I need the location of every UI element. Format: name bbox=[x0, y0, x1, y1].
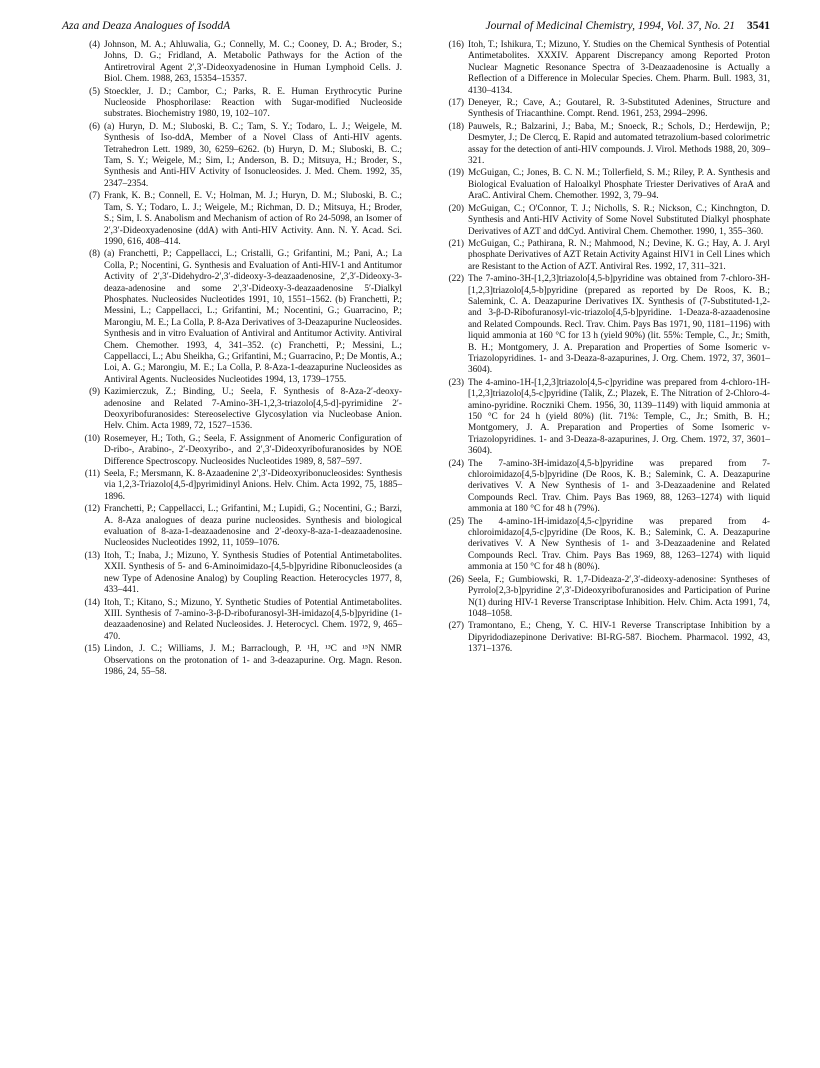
reference-item bbox=[430, 459, 770, 516]
reference-item bbox=[430, 274, 770, 377]
reference-text: Itoh, T.; Kitano, S.; Mizuno, Y. Synthetic Studies of Potential Antimetabolites. XIII. Synthesis of 7-amino-3-β-D-ribofuranosyl-3H-imidazo[4,5-b]pyridine (1-deazaadenosine) and Related Nucleosides. J. Heterocycl. Chem. 1972, 9, 465–470. bbox=[104, 597, 402, 642]
reference-text: (a) Franchetti, P.; Cappellacci, L.; Cristalli, G.; Grifantini, M.; Pani, A.; La Colla, P.; Nocentini, G. Synthesis and Evaluation of Anti-HIV-1 and Antitumor Activity of 2′,3′-Didehydro-2′,3′-dideoxy-3-deazaadenosine, 2′,3′-Dideoxy-3-deaza-adenosine and some 2′,3′-Dideoxy-3-deazaadenosine 5′-Dialkyl Phosphates. Nucleosides Nucleotides 1991, 10, 1551–1562. (b) Franchetti, P.; Messini, L.; Cappellacci, L.; Grifantini, M.; Nocentini, G.; Guarracino, P.; Marongiu, M. E.; La Colla, P. 8-Aza Derivatives of 3-Deazapurine Nucleosides. Synthesis and in vitro Evaluation of Antiviral and Antitumor Activity. Antiviral Chem. Chemother. 1993, 4, 341–352. (c) Franchetti, P.; Messini, L.; Cappellacci, L.; Abu Sheikha, G.; Grifantini, M.; Guarracino, P.; De Montis, A.; Loi, A. G.; Marongiu, M. E.; La Colla, P. 8-Aza-1-deazapurine Nucleosides as Antiviral Agents. Nucleosides Nucleotides 1994, 13, 1739–1755. bbox=[104, 249, 402, 385]
reference-number: (21) bbox=[448, 238, 464, 249]
references-left-column bbox=[66, 40, 402, 679]
reference-text: Rosemeyer, H.; Toth, G.; Seela, F. Assignment of Anomeric Configuration of D-ribo-, Arabino-, 2′-Deoxyribo-, and 2′,3′-Dideoxyribofuranosides by NOE Difference Spectroscopy. Nucleosides Nucleotides 1989, 8, 587–597. bbox=[104, 433, 402, 467]
reference-number: (7) bbox=[89, 191, 100, 202]
reference-number: (8) bbox=[89, 249, 100, 260]
reference-item bbox=[430, 621, 770, 655]
reference-item bbox=[430, 517, 770, 574]
reference-number: (15) bbox=[84, 644, 100, 655]
reference-number: (24) bbox=[448, 458, 464, 469]
reference-text: Lindon, J. C.; Williams, J. M.; Barraclough, P. ¹H, ¹³C and ¹⁵N NMR Observations on the protonation of 1- and 3-deazapurine. Org. Magn. Reson. 1986, 24, 55–58. bbox=[104, 644, 402, 677]
reference-number: (10) bbox=[84, 433, 100, 444]
reference-text: (a) Huryn, D. M.; Sluboski, B. C.; Tam, S. Y.; Todaro, L. J.; Weigele, M. Synthesis of Iso-ddA, Member of a Novel Class of Anti-HIV agents. Tetrahedron Lett. 1989, 30, 6259–6262. (b) Huryn, D. M.; Sluboski, B. C.; Tam, S. Y.; Weigele, M.; Sim, I.; Anderson, B. D.; Mitsuya, H.; Broder, S., Synthesis and Anti-HIV Activity of Isonucleosides. J. Med. Chem. 1992, 35, 2347–2354. bbox=[104, 121, 402, 189]
running-header bbox=[62, 20, 770, 38]
reference-number: (25) bbox=[448, 516, 464, 527]
reference-number: (19) bbox=[448, 168, 464, 179]
reference-text: Pauwels, R.; Balzarini, J.; Baba, M.; Snoeck, R.; Schols, D.; Herdewijn, P.; Desmyter, J.; De Clercq, E. Rapid and automated tetrazolium-based colorimetric assay for the detection of anti-HIV compounds. J. Virol. Methods 1988, 20, 309–321. bbox=[468, 121, 770, 167]
reference-item bbox=[430, 168, 770, 202]
reference-item bbox=[66, 504, 402, 550]
reference-item bbox=[430, 204, 770, 238]
reference-item bbox=[66, 40, 402, 86]
page-number: 3541 bbox=[747, 20, 770, 32]
reference-item bbox=[66, 469, 402, 503]
reference-item bbox=[430, 122, 770, 168]
reference-number: (22) bbox=[448, 274, 464, 285]
reference-number: (6) bbox=[89, 121, 100, 132]
references-right-column bbox=[430, 40, 770, 657]
reference-number: (9) bbox=[89, 387, 100, 398]
reference-item bbox=[430, 98, 770, 121]
reference-item bbox=[66, 551, 402, 597]
reference-item bbox=[66, 387, 402, 433]
reference-text: Franchetti, P.; Cappellacci, L.; Grifantini, M.; Lupidi, G.; Nocentini, G.; Barzi, A. 8-Aza analogues of deaza purine nucleosides. Synthesis and biological evaluation of 8-aza-1-deazaadenosine and 2′-deoxy-8-aza-1-deazaadenosine. Nucleosides Nucleotides 1992, 11, 1059–1076. bbox=[104, 504, 402, 549]
reference-text: The 4-amino-1H-[1,2,3]triazolo[4,5-c]pyridine was prepared from 4-chloro-1H-[1,2,3]triazolo[4,5-c]pyridine (Talik, Z.; Plazek, E. The Nitration of 2-Chloro-4-amino-pyridine. Roczniki Chem. 1956, 30, 1139–1149) with liquid ammonia at 150 °C for 24 h (yield 80%) (lit. 71%: Temple, C., Jr.; Smith, B. H.; Montgomery, J. A. Preparation and Properties of Some Isomeric v-Triazolopyridines. 1- and 3-Deaza-8-azapurines, J. Org. Chem. 1972, 37, 3601–3604). bbox=[468, 377, 770, 457]
reference-item bbox=[66, 598, 402, 644]
reference-number: (26) bbox=[448, 574, 464, 585]
reference-item bbox=[66, 87, 402, 121]
reference-item bbox=[430, 575, 770, 621]
reference-number: (20) bbox=[448, 203, 464, 214]
reference-text: Tramontano, E.; Cheng, Y. C. HIV-1 Reverse Transcriptase Inhibition by a Dipyridodiazepinone Derivative: BI-RG-587. Biochem. Pharmacol. 1992, 43, 1371–1376. bbox=[468, 621, 770, 655]
reference-number: (12) bbox=[84, 504, 100, 515]
reference-item bbox=[430, 239, 770, 273]
reference-number: (5) bbox=[89, 86, 100, 97]
reference-number: (16) bbox=[448, 40, 464, 50]
reference-text: Kazimierczuk, Z.; Binding, U.; Seela, F. Synthesis of 8-Aza-2′-deoxy-adenosine and Related 7-Amino-3H-1,2,3-triazolo[4,5-d]-pyrimidine 2′-Deoxyribofuranosides: Stereoselective Glycosylation via Nucleobase Anion. Helv. Chim. Acta 1989, 72, 1527–1536. bbox=[104, 387, 402, 432]
reference-text: Itoh, T.; Inaba, J.; Mizuno, Y. Synthesis Studies of Potential Antimetabolites. XXII. Synthesis of 5- and 6-Aminoimidazo-[4,5-b]pyridine Ribonucleosides (a new Type of Adenosine Analog) by Coupling Reaction. Heterocycles 1977, 8, 433–441. bbox=[104, 550, 402, 596]
reference-item bbox=[66, 191, 402, 248]
journal-name: Journal of Medicinal Chemistry, 1994, Vol. 37, No. 21 bbox=[485, 20, 735, 32]
journal-citation-header bbox=[486, 20, 770, 32]
reference-text: The 7-amino-3H-imidazo[4,5-b]pyridine was prepared from 7-chloroimidazo[4,5-b]pyridine (De Roos, K. B.; Salemink, C. A. Deazapurine derivatives V. A New Synthesis of 1- and 3-Deazaadenine and Related Compounds Recl. Trav. Chim. Pays Bas 1969, 88, 1263–1274) with liquid ammonia at 180 °C for 48 h (79%). bbox=[468, 458, 770, 515]
reference-text: Johnson, M. A.; Ahluwalia, G.; Connelly, M. C.; Cooney, D. A.; Broder, S.; Johns, D. G.; Fridland, A. Metabolic Pathways for the Action of the Antiretroviral Agent 2′,3′-Dideoxyadenosine in Human Lymphoid Cells. J. Biol. Chem. 1988, 263, 15354–15357. bbox=[104, 40, 402, 85]
reference-number: (4) bbox=[89, 40, 100, 50]
reference-number: (27) bbox=[448, 621, 464, 632]
reference-text: Deneyer, R.; Cave, A.; Goutarel, R. 3-Substituted Adenines, Structure and Synthesis of Triacanthine. Compt. Rend. 1961, 253, 2994–2996. bbox=[468, 98, 770, 120]
reference-item bbox=[66, 644, 402, 678]
reference-text: McGuigan, C.; Pathirana, R. N.; Mahmood, N.; Devine, K. G.; Hay, A. J. Aryl phosphate Derivatives of AZT Retain Activity Against HIV1 in Cell Lines which are Resistant to the Action of AZT. Antiviral Res. 1992, 17, 311–321. bbox=[468, 238, 770, 272]
reference-number: (17) bbox=[448, 98, 464, 109]
reference-item bbox=[66, 122, 402, 190]
reference-text: Seela, F.; Gumbiowski, R. 1,7-Dideaza-2′,3′-dideoxy-adenosine: Syntheses of Pyrrolo[2,3-b]pyridine 2′,3′-Dideoxyribofuranosides and Participation of Purine N(1) during HIV-1 Reverse Transcriptase Inhibition. Helv. Chim. Acta 1991, 74, 1048–1058. bbox=[468, 574, 770, 619]
reference-text: McGuigan, C.; O'Connor, T. J.; Nicholls, S. R.; Nickson, C.; Kinchngton, D. Synthesis and Anti-HIV Activity of Some Novel Substituted Dialkyl phosphate Derivatives of AZT and ddCyd. Antiviral Chem. Chemother. 1990, 1, 355–360. bbox=[468, 203, 770, 237]
reference-text: McGuigan, C.; Jones, B. C. N. M.; Tollerfield, S. M.; Riley, P. A. Synthesis and Biological Evaluation of Haloalkyl Phosphate Triester Derivatives of AraA and AraC. Antiviral Chem. Chemother. 1992, 3, 79–94. bbox=[468, 168, 770, 202]
reference-item bbox=[430, 40, 770, 97]
reference-text: Itoh, T.; Ishikura, T.; Mizuno, Y. Studies on the Chemical Synthesis of Potential Antimetabolites. XXXIV. Apparent Discrepancy among Reported Proton Nuclear Magnetic Resonance Spectra of 3-Deazaadenosine is Actually a Reflection of a Difference in Molecular Species. Chem. Pharm. Bull. 1983, 31, 4130–4134. bbox=[468, 40, 770, 96]
reference-item bbox=[66, 434, 402, 468]
reference-text: Seela, F.; Mersmann, K. 8-Azaadenine 2′,3′-Dideoxyribonucleosides: Synthesis via 1,2,3-Triazolo[4,5-d]pyrimidinyl Anions. Helv. Chim. Acta 1992, 75, 1885–1896. bbox=[104, 469, 402, 502]
reference-text: The 7-amino-3H-[1,2,3]triazolo[4,5-b]pyridine was obtained from 7-chloro-3H-[1,2,3]triazolo[4,5-b]pyridine (prepared as reported by De Roos, K. B.; Salemink, C. A. Deazapurine Derivatives IX. Synthesis of (7-Substituted-1,2- and 3-β-D-Ribofuranosyl-vic-triazolo[4,5-b]pyridine. 1-Deaza-8-azaadenosine and Related Compounds. Recl. Trav. Chim. Pays Bas 1971, 90, 1181–1196) with liquid ammonia at 160 °C for 13 h (yield 90%) (lit. 55%: Temple, C., Jr.; Smith, B. H.; Montgomery, J. A. Preparation and Properties of Some Isomeric v-Triazolopyridines. 1- and 3-Deaza-8-azapurines, J. Org. Chem. 1972, 37, 3601–3604). bbox=[468, 274, 770, 376]
running-title: Aza and Deaza Analogues of IsoddA bbox=[62, 20, 231, 32]
reference-text: Frank, K. B.; Connell, E. V.; Holman, M. J.; Huryn, D. M.; Sluboski, B. C.; Tam, S. Y.; Todaro, L. J.; Weigele, M.; Richman, D. D.; Mitsuya, H.; Broder, S.; Sim, I. S. Anabolism and Mechanism of action of Ro 24-5098, an Isomer of 2′,3′-Dideoxyadenosine (ddA) with Anti-HIV Activity. Ann. N. Y. Acad. Sci. 1990, 616, 408–414. bbox=[104, 191, 402, 247]
reference-number: (14) bbox=[84, 597, 100, 608]
reference-number: (23) bbox=[448, 377, 464, 388]
reference-text: Stoeckler, J. D.; Cambor, C.; Parks, R. E. Human Erythrocytic Purine Nucleoside Phosphorilase: Reaction with Sugar-modified Nucleoside substrates. Biochemistry 1980, 19, 102–107. bbox=[104, 86, 402, 120]
reference-number: (11) bbox=[84, 469, 100, 480]
reference-item bbox=[66, 249, 402, 386]
reference-item bbox=[430, 378, 770, 458]
reference-text: The 4-amino-1H-imidazo[4,5-c]pyridine was prepared from 4-chloroimidazo[4,5-c]pyridine (De Roos, K. B.; Salemink, C. A. Deazapurine derivatives V. A New Synthesis of 1- and 3-Deazaadenine and Related Compounds Recl. Trav. Chim. Pays Bas 1969, 88, 1263–1274) with liquid ammonia at 150 °C for 48 h (80%). bbox=[468, 516, 770, 573]
reference-number: (18) bbox=[448, 121, 464, 132]
reference-number: (13) bbox=[84, 550, 100, 561]
